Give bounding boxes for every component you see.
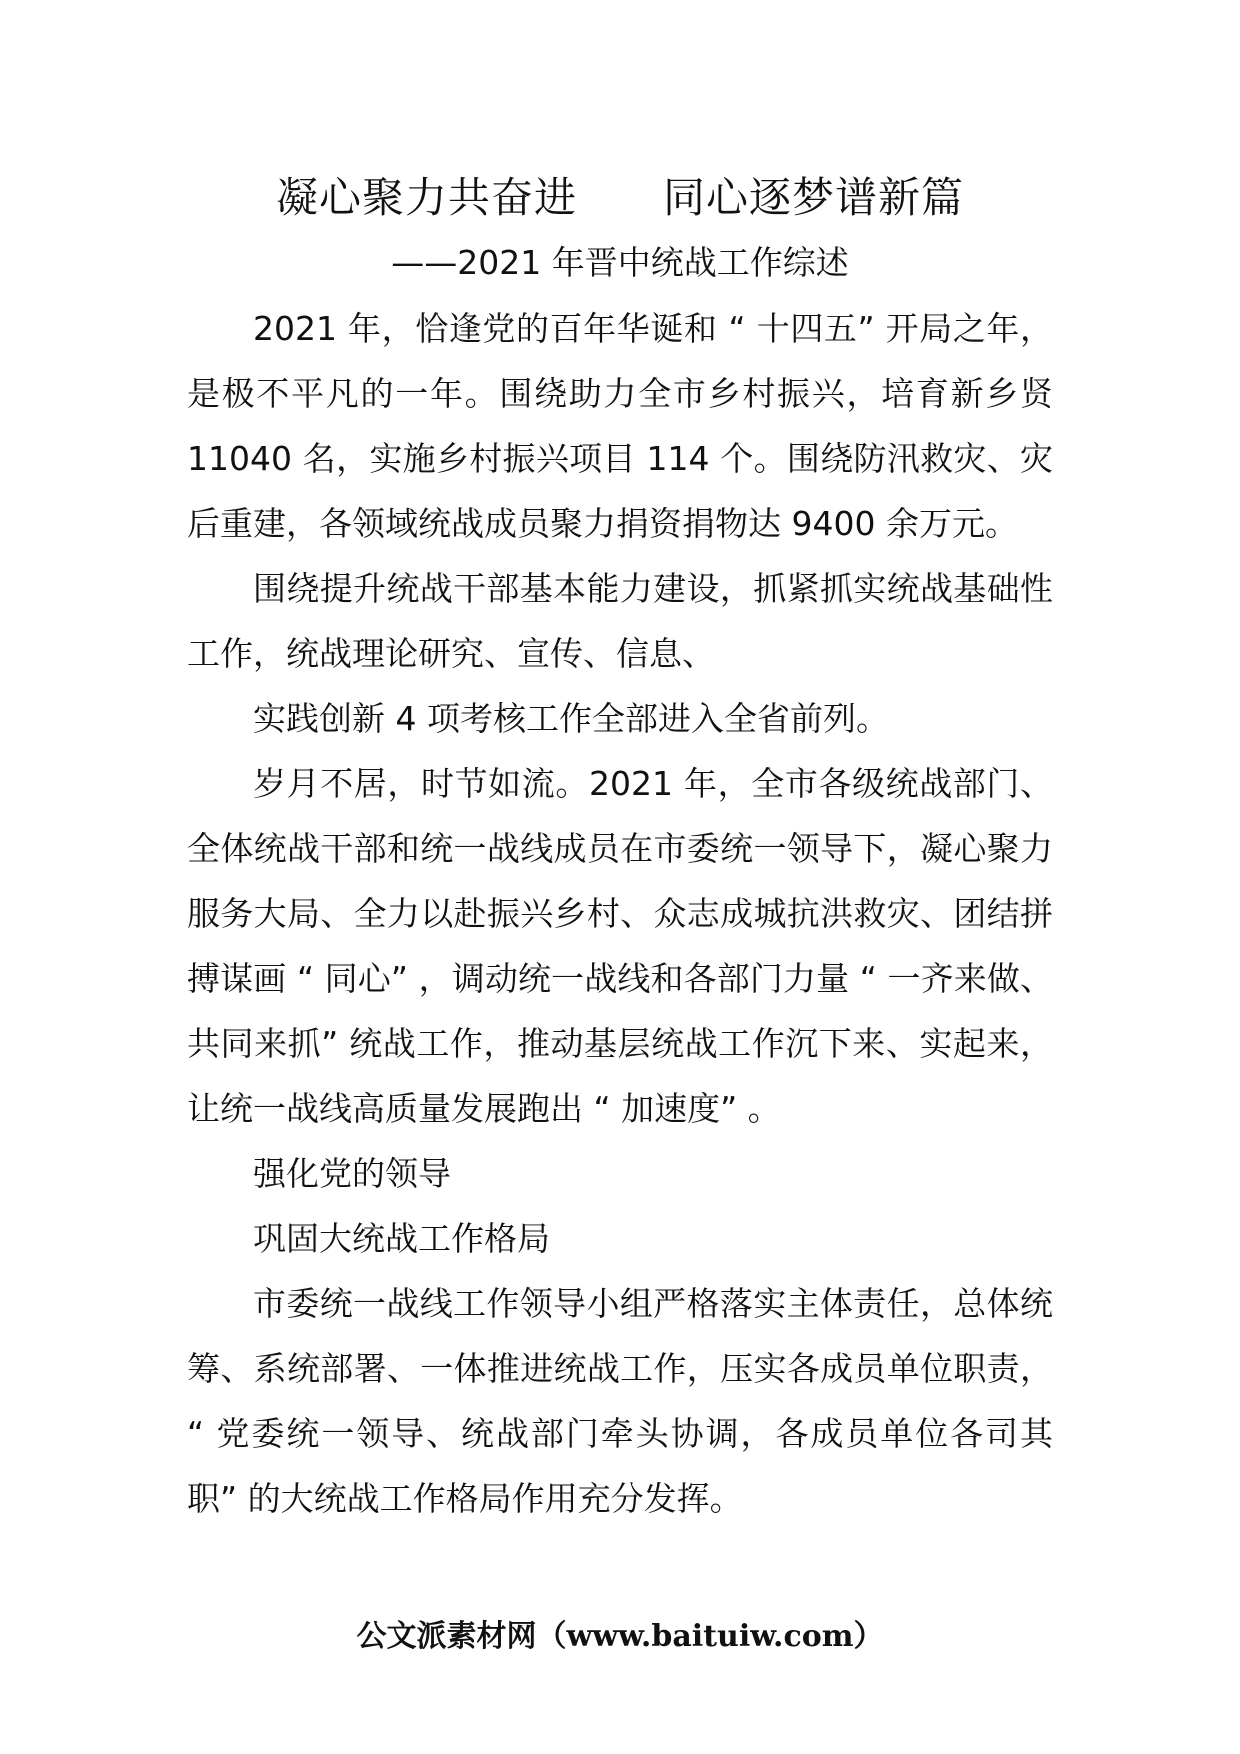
paragraph-assessment: 实践创新 4 项考核工作全部进入全省前列。 <box>253 699 889 738</box>
paragraph-intro: 2021 年，恰逢党的百年华诞和 “ 十四五” 开局之年，是极不平凡的一年。围绕助力全市乡村振兴，培育新乡贤 11040 名，实施乡村振兴项目 114 个。围绕防汛救灾、灾后重建，各领域统战成员聚力捐资捐物达 9400 余万元。 <box>187 309 1053 543</box>
document-subtitle: ——2021 年晋中统战工作综述 <box>391 243 849 282</box>
document-body <box>187 296 1053 1531</box>
section-heading: 强化党的领导 <box>253 1154 451 1193</box>
document-title: 凝心聚力共奋进 同心逐梦谱新篇 <box>275 173 964 222</box>
paragraph-overview: 岁月不居，时节如流。2021 年，全市各级统战部门、全体统战干部和统一战线成员在市委统一领导下，凝心聚力服务大局、全力以赴振兴乡村、众志成城抗洪救灾、团结拼搏谋画 “ 同心” ，调动统一战线和各部门力量 “ 一齐来做、共同来抓” 统战工作，推动基层统战工作沉下来、实起来，让统一战线高质量发展跑出 “ 加速度” 。 <box>187 764 1053 1128</box>
source-footer: 公文派素材网（www.baituiw.com） <box>356 1619 884 1654</box>
paragraph-leadership: 市委统一战线工作领导小组严格落实主体责任，总体统筹、系统部署、一体推进统战工作，压实各成员单位职责， “ 党委统一领导、统战部门牵头协调，各成员单位各司其职” 的大统战工作格局作用充分发挥。 <box>187 1284 1053 1518</box>
section-subheading: 巩固大统战工作格局 <box>253 1219 550 1258</box>
paragraph-capacity: 围绕提升统战干部基本能力建设，抓紧抓实统战基础性工作，统战理论研究、宣传、信息、 <box>187 569 1053 673</box>
